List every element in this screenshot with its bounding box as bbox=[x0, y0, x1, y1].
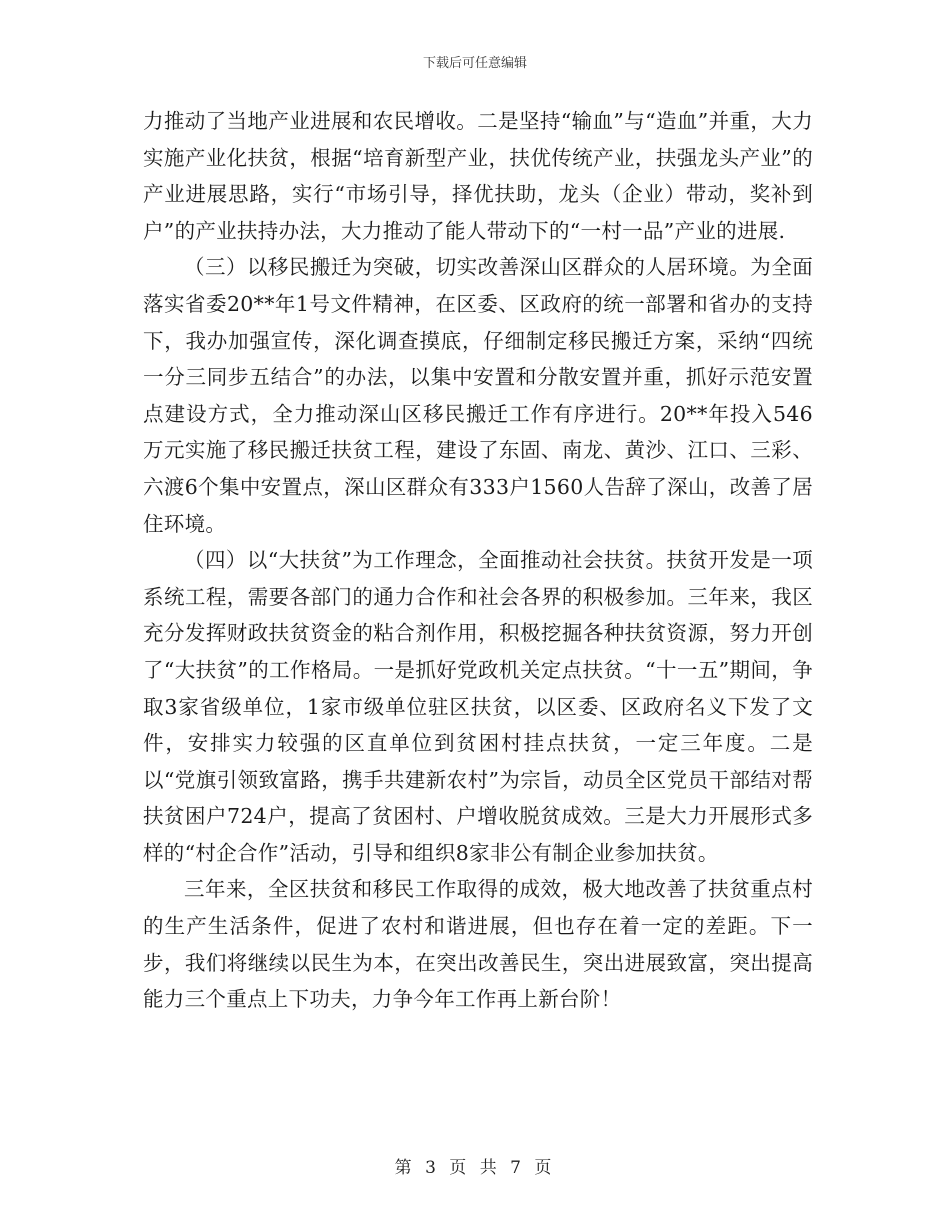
page-header: 下载后可任意编辑 bbox=[422, 56, 527, 71]
paragraph-continuation: 力推动了当地产业进展和农民增收。二是坚持“输血”与“造血”并重，大力实施产业化扶贫，根据“培育新型产业，扶优传统产业，扶强龙头产业”的产业进展思路，实行“市场引导，择优扶助，龙头（企业）带动，奖补到户”的产业扶持办法，大力推动了能人带动下的“一村一品”产业的进展. bbox=[143, 109, 813, 243]
paragraph-section-3: （三）以移民搬迁为突破，切实改善深山区群众的人居环境。为全面落实省委20**年1号文件精神，在区委、区政府的统一部署和省办的支持下，我办加强宣传，深化调查摸底，仔细制定移民搬迁方案，采纳“四统一分三同步五结合”的办法，以集中安置和分散安置并重，抓好示范安置点建设方式，全力推动深山区移民搬迁工作有序进行。20**年投入546万元实施了移民搬迁扶贫工程，建设了东固、南龙、黄沙、江口、三彩、六渡6个集中安置点，深山区群众有333户1560人告辞了深山，改善了居住环境。 bbox=[143, 255, 813, 536]
paragraph-conclusion: 三年来，全区扶贫和移民工作取得的成效，极大地改善了扶贫重点村的生产生活条件，促进了农村和谐进展，但也存在着一定的差距。下一步，我们将继续以民生为本，在突出改善民生，突出进展致富，突出提高能力三个重点上下功夫，力争今年工作再上新台阶！ bbox=[143, 877, 813, 1012]
paragraph-section-4: （四）以“大扶贫”为工作理念，全面推动社会扶贫。扶贫开发是一项系统工程，需要各部门的通力合作和社会各界的积极参加。三年来，我区充分发挥财政扶贫资金的粘合剂作用，积极挖掘各种扶贫资源，努力开创了“大扶贫”的工作格局。一是抓好党政机关定点扶贫。“十一五”期间，争取3家省级单位，1家市级单位驻区扶贫，以区委、区政府名义下发了文件，安排实力较强的区直单位到贫困村挂点扶贫，一定三年度。二是以“党旗引领致富路，携手共建新农村”为宗旨，动员全区党员干部结对帮扶贫困户724户，提高了贫困村、户增收脱贫成效。三是大力开展形式多样的“村企合作”活动，引导和组织8家非公有制企业参加扶贫。 bbox=[143, 548, 813, 865]
page-number-footer: 第 3 页 共 7 页 bbox=[394, 1158, 556, 1178]
document-body bbox=[143, 103, 813, 1018]
